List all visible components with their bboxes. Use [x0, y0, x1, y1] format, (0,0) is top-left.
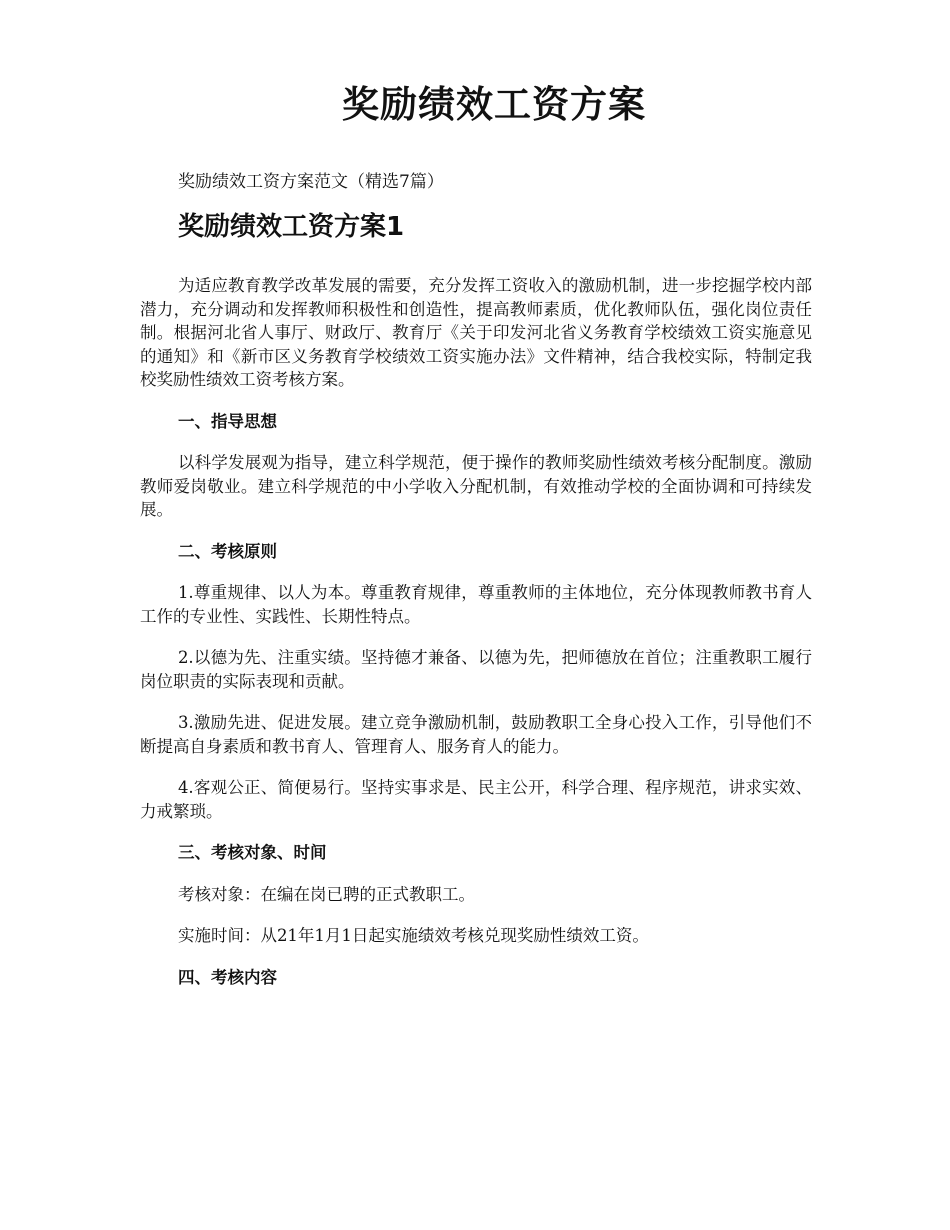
paragraph: 2.以德为先、注重实绩。坚持德才兼备、以德为先，把师德放在首位；注重教职工履行岗位职责的实际表现和贡献。 — [140, 648, 812, 691]
section-heading: 奖励绩效工资方案1 — [178, 212, 405, 242]
paragraph: 考核对象：在编在岗已聘的正式教职工。 — [177, 884, 475, 904]
subsection-heading: 四、考核内容 — [178, 967, 277, 987]
paragraph: 3.激励先进、促进发展。建立竞争激励机制，鼓励教职工全身心投入工作，引导他们不断提高自身素质和教书育人、管理育人、服务育人的能力。 — [140, 713, 812, 756]
paragraph: 4.客观公正、简便易行。坚持实事求是、民主公开，科学合理、程序规范，讲求实效、力戒繁琐。 — [140, 778, 812, 821]
subsection-heading: 二、考核原则 — [178, 541, 277, 561]
document-body — [140, 274, 812, 1007]
subsection-heading: 一、指导思想 — [178, 411, 277, 431]
paragraph: 为适应教育教学改革发展的需要，充分发挥工资收入的激励机制，进一步挖掘学校内部潜力，充分调动和发挥教师积极性和创造性，提高教师素质，优化教师队伍，强化岗位责任制。根据河北省人事厅、财政厅、教育厅《关于印发河北省义务教育学校绩效工资实施意见的通知》和《新市区义务教育学校绩效工资实施办法》文件精神，结合我校实际，特制定我校奖励性绩效工资考核方案。 — [140, 276, 812, 389]
subsection-heading: 三、考核对象、时间 — [178, 843, 327, 862]
document-title: 奖励绩效工资方案 — [342, 83, 646, 126]
document-subtitle: 奖励绩效工资方案范文（精选7篇） — [178, 172, 444, 192]
paragraph: 实施时间：从21年1月1日起实施绩效考核兑现奖励性绩效工资。 — [177, 926, 649, 945]
paragraph: 以科学发展观为指导，建立科学规范，便于操作的教师奖励性绩效考核分配制度。激励教师爱岗敬业。建立科学规范的中小学收入分配机制，有效推动学校的全面协调和可持续发展。 — [140, 453, 812, 519]
paragraph: 1.尊重规律、以人为本。尊重教育规律，尊重教师的主体地位，充分体现教师教书育人工作的专业性、实践性、长期性特点。 — [140, 583, 812, 626]
